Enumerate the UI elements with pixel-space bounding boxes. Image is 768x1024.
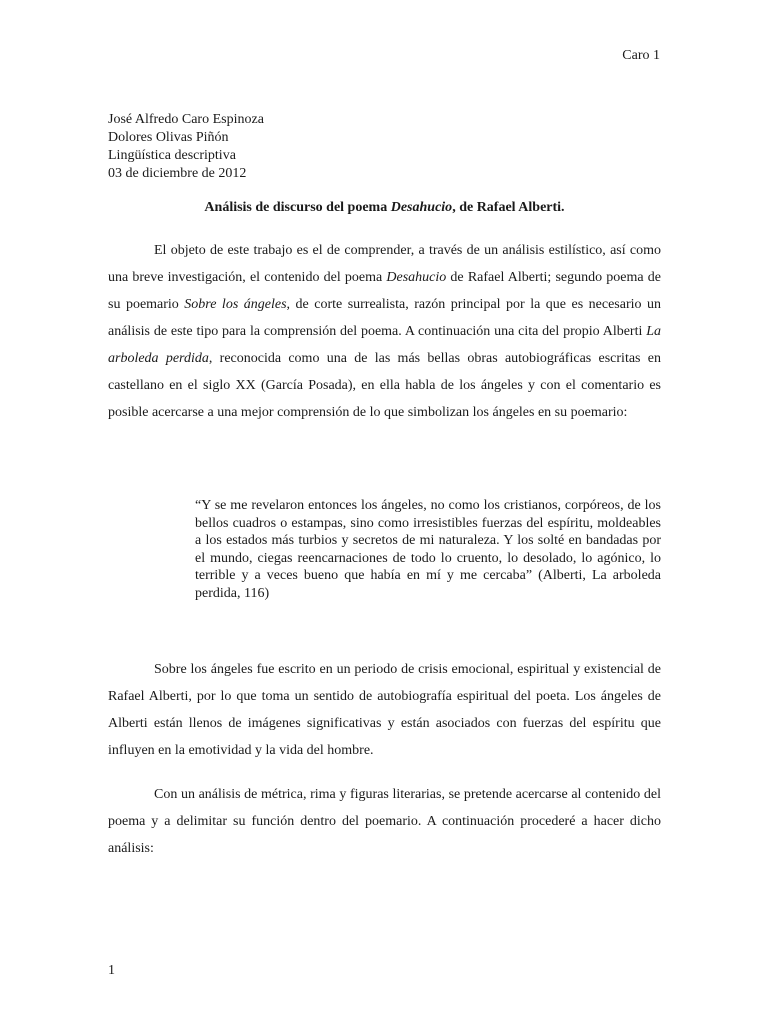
italic-title: Sobre los ángeles <box>184 297 287 312</box>
document-date: 03 de diciembre de 2012 <box>108 166 247 181</box>
author-name: José Alfredo Caro Espinoza <box>108 112 264 127</box>
footer-page-number: 1 <box>108 963 115 978</box>
paragraph-text: de Rafael Alberti; segundo poema de su poemario <box>108 270 661 312</box>
italic-title: Desahucio <box>386 270 447 285</box>
italic-title: La arboleda perdida <box>108 324 661 366</box>
paragraph-method: Con un análisis de métrica, rima y figuras literarias, se pretende acercarse al contenido del poema y a delimitar su función dentro del poemario. A continuación procederé a hacer dicho análisis: <box>108 787 661 856</box>
document-title <box>108 199 661 217</box>
teacher-name: Dolores Olivas Piñón <box>108 130 229 145</box>
mla-heading <box>108 111 264 183</box>
page-header: Caro 1 <box>622 48 660 63</box>
paragraph-text: El objeto de este trabajo es el de comprender, a través de un análisis estilístico, así como una breve investigación, el contenido del poema <box>108 243 661 285</box>
paragraph-text: , de corte surrealista, razón principal por la que es necesario un análisis de este tipo para la comprensión del poema. A continuación una cita del propio Alberti <box>108 297 661 339</box>
title-suffix: , de Rafael Alberti. <box>452 200 565 215</box>
block-quote: “Y se me revelaron entonces los ángeles, no como los cristianos, corpóreos, de los bellos cuadros o estampas, sino como irresistibles fuerzas del espíritu, moldeables a los estados más turbios y secretos de mi naturaleza. Y los solté en bandadas por el mundo, ciegas reencarnaciones de todo lo cruento, lo desolado, lo agónico, lo terrible y a veces bueno que había en mí y me cercaba” (Alberti, La arboleda perdida, 116) <box>195 498 661 601</box>
paragraph-text: , reconocida como una de las más bellas obras autobiográficas escritas en castellano en el siglo XX (García Posada), en ella habla de los ángeles y con el comentario es posible acercarse a una mejor comprensión de lo que simbolizan los ángeles en su poemario: <box>108 351 661 420</box>
title-poem: Desahucio <box>390 200 453 215</box>
course-name: Lingüística descriptiva <box>108 148 236 163</box>
paragraph-intro <box>108 237 661 426</box>
paragraph-context: Sobre los ángeles fue escrito en un periodo de crisis emocional, espiritual y existencial de Rafael Alberti, por lo que toma un sentido de autobiografía espiritual del poeta. Los ángeles de Alberti están llenos de imágenes significativas y están asociados con fuerzas del espíritu que influyen en la emotividad y la vida del hombre. <box>108 662 661 758</box>
title-prefix: Análisis de discurso del poema <box>204 200 391 215</box>
